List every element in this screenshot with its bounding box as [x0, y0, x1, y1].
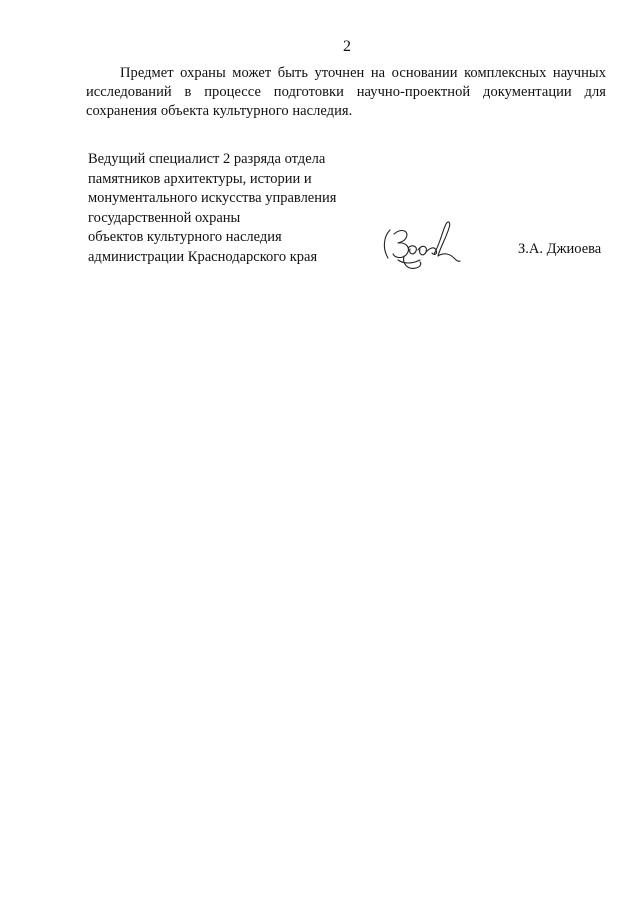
handwritten-signature-icon	[378, 218, 466, 276]
signer-name: З.А. Джиоева	[518, 241, 602, 257]
body-paragraph: Предмет охраны может быть уточнен на основании комплексных научных исследований в процессе подготовки научно-проектной документации для сохранения объекта культурного наследия.	[86, 65, 606, 119]
position-line-6: администрации Краснодарского края	[88, 248, 318, 265]
position-line-1: Ведущий специалист 2 разряда отдела	[88, 151, 326, 167]
position-line-3: монументального искусства управления	[88, 190, 337, 206]
position-line-2: памятников архитектуры, истории и	[88, 170, 312, 187]
position-line-4: государственной охраны	[88, 209, 241, 226]
signature-block-title	[88, 150, 388, 267]
position-line-5: объектов культурного наследия	[88, 229, 282, 245]
page-number: 2	[343, 38, 351, 55]
